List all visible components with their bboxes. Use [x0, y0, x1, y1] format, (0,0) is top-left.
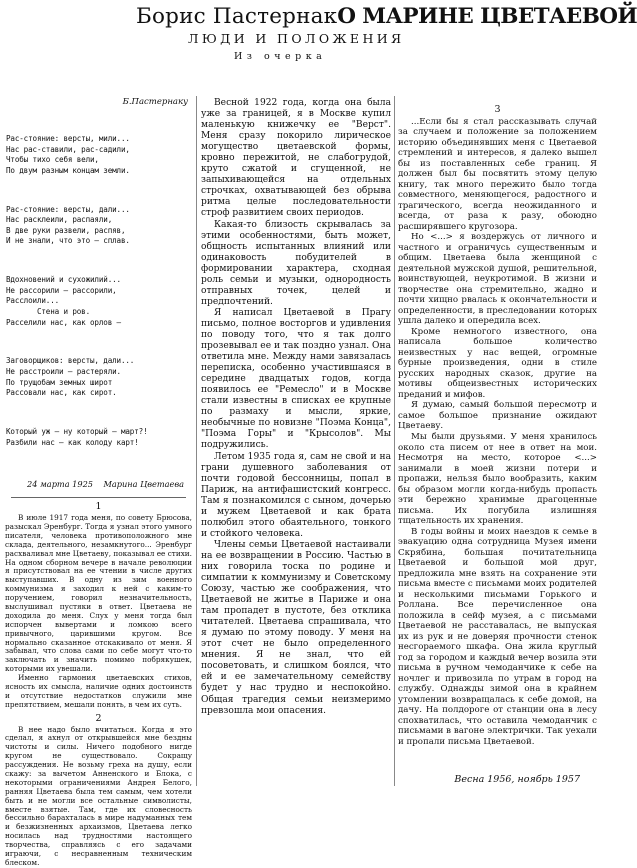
poem-footer	[27, 480, 184, 489]
poem-date: 24 марта 1925	[27, 479, 94, 490]
signoff-date: Весна 1956, ноябрь 1957	[454, 774, 580, 785]
column-rule	[394, 96, 395, 786]
article-title	[136, 4, 637, 30]
paragraph: Мы были друзьями. У меня хранилось около ста писем от нее в ответ на мои. Несмотря на место, которое <...> занимали в моей жизни потери и пропажи, нельзя было вообразить, каким бы образом могли когда-нибудь пропасть эти бережно хранимые драгоценные письма. Их погубила излишняя тщательность их хранения.	[398, 431, 597, 527]
paragraph: В годы войны и моих наездов к семье в эвакуацию одна сотрудница Музея имени Скрябина, большая почитательница Цветаевой и большой мой друг, предложила мне взять на сохранение эти письма вместе с письмами моих родителей и несколькими письмами Горького и Роллана. Все перечисленное она положила в сейф музея, а с письмами Цветаевой не расставалась, не выпуская их из рук и не доверяя прочности стенок несгораемого шкафа. Она жила круглый год за городом и каждый вечер возила эти письма в ручном чемоданчике к себе на ночлег и привозила по утрам в город на службу. Однажды зимой она в крайнем утомлении возвращалась к себе домой, на дачу. На полдороге от станции она в лесу спохватилась, что оставила чемоданчик с письмами в вагоне электрички. Так уехали и пропали письма Цветаевой.	[398, 526, 597, 747]
column-rule	[196, 96, 197, 786]
paragraph: Члены семьи Цветаевой настаивали на ее возвращении в Россию. Частью в них говорила тоска по родине и симпатии к коммунизму и Советскому Союзу, частью же соображения, что Цветаевой не житье в Париже и она там пропадет в пустоте, без отклика читателей. Цветаева спрашивала, что я думаю по этому поводу. У меня на этот счет не было определенного мнения. Я не знал, что ей посоветовать, и слишком боялся, что ей и ее замечательному семейству будет у нас трудно и неспокойно. Общая трагедия семьи неизмеримо превзошла мои опасения.	[201, 539, 391, 716]
poem-stanza: Рас-стояние: версты, дали... Нас расклеили, распаяли, В две руки развели, распяв, И не знали, что это — сплав.	[6, 204, 130, 246]
paragraph: Но <...> я воздержусь от личного и частного и ограничусь существенным и общим. Цветаева была женщиной с деятельной мужской душой, решительной, воинствующей, неукротимой. В жизни и творчестве она стремительно, жадно и почти хищно рвалась к окончательности и определенности, в преследовании которых ушла далеко и опередила всех.	[398, 232, 597, 327]
epigraph-dedication: Б.Пастернаку	[122, 97, 188, 107]
article-heading: О МАРИНЕ ЦВЕТАЕВОЙ	[337, 4, 637, 29]
excerpt-label: Из очерка	[234, 51, 327, 62]
paragraph: Весной 1922 года, когда она была уже за границей, я в Москве купил маленькую книжечку ее "Верст". Меня сразу покорило лирическое могущество цветаевской формы, кровно пережитой, не слабогрудой, круто сжатой и сгущенной, не запыхивающейся на отдельных строчках, охватывающей без обрыва ритма целые последовательности строф развитием своих периодов.	[201, 98, 391, 219]
paragraph: Кроме немногого известного, она написала большое количество неизвестных у нас вещей, огромные бурные произведения, одни в стиле русских народных сказок, другие на мотивы общеизвестных исторических преданий и мифов.	[398, 326, 597, 400]
poem-stanza: Вдохновений и сухожилий... Не рассорили — рассорили, Расслоили... Стена и ров. Расселили нас, как орлов —	[6, 275, 121, 327]
column-2	[201, 98, 391, 717]
paragraph: Какая-то близость скрывалась за этими особенностями, быть может, общность испытанных влияний или одинаковость побудителей в формировании характера, сходная роль семьи и музыки, однородность отправных точек, целей и предпочтений.	[201, 219, 391, 307]
paragraph: В нее надо было вчитаться. Когда я это сделал, я ахнул от открывшейся мне бездны чистоты и силы. Ничего подобного нигде кругом не существовало. Сокращу рассуждения. Не возьму греха на душу, если скажу: за вычетом Анненского и Блока, с некоторыми ограничениями Андрея Белого, ранняя Цветаева была тем самым, чем хотели быть и не могли все остальные символисты, вместе взятые. Там, где их словесность бессильно барахталась в мире надуманных тем и безжизненных архаизмов, Цветаева легко носилась над трудностями настоящего творчества, справляясь с его задачами играючи, с несравненным техническим блеском.	[5, 724, 192, 867]
poem-stanza: Который уж — ну который — март?! Разбили нас — как колоду карт!	[6, 426, 148, 447]
divider	[11, 497, 186, 498]
section-number: 3	[494, 104, 501, 115]
paragraph: В июле 1917 года меня, по совету Брюсова, разыскал Эренбург. Тогда я узнал этого умного писателя, человека противоположного мне склада, деятельного, незамкнутого... Эренбург расхваливал мне Цветаеву, показывал ее стихи. На одном сборном вечере в начале революции я присутствовал на ее чтении в числе других выступавших. В одну из зим военного коммунизма я заходил к ней с каким-то поручением, говорил незначительность, выслушивал пустяки в ответ. Цветаева не доходила до меня. Слух у меня тогда был испорчен вывертами и ломкою всего привычного, царившими кругом. Все нормально сказанное отскакивало от меня. Я забывал, что слова сами по себе могут что-то заключать и значить помимо побрякушек, которыми их увешали.	[5, 513, 192, 674]
column-3	[398, 105, 597, 747]
paragraph: Я написал Цветаевой в Прагу письмо, полное восторгов и удивления по поводу того, что я так долго прозевывал ее и так поздно узнал. Она ответила мне. Между нами завязалась переписка, особенно участившаяся в середине двадцатых годов, когда появилось ее "Ремесло" и в Москве стали известны в списках ее крупные по размаху и мысли, яркие, необычные по новизне "Поэма Конца", "Поэма Горы" и "Крысолов". Мы подружились.	[201, 307, 391, 451]
author-name: Борис Пастернак	[136, 4, 338, 29]
section-number: 2	[95, 712, 102, 724]
poem-signature: Марина Цветаева	[103, 479, 184, 490]
poem-stanza: Рас-стояние: версты, мили... Нас рас-ставили, рас-садили, Чтобы тихо себя вели, По двум разным концам земли.	[6, 134, 130, 175]
series-title: ЛЮДИ И ПОЛОЖЕНИЯ	[188, 31, 405, 46]
section-number: 1	[95, 501, 102, 513]
paragraph: Я думаю, самый большой пересмотр и самое большое признание ожидают Цветаеву.	[398, 400, 597, 432]
poem-stanza: Заговорщиков: версты, дали... Не расстроили — растеряли. По трущобам земных широт Рассовали нас, как сирот.	[6, 356, 135, 398]
column-1	[5, 98, 192, 868]
paragraph: Летом 1935 года я, сам не свой и на грани душевного заболевания от почти годовой бессонницы, попал в Париж, на антифашистский конгресс. Там я познакомился с сыном, дочерью и мужем Цветаевой и как брата полюбил этого обаятельного, тонкого и стойкого человека.	[201, 451, 391, 539]
paragraph: ...Если бы я стал рассказывать случай за случаем и положение за положением историю объединявших меня с Цветаевой стремлений и интересов, я далеко вышел бы из поставленных себе границ. Я должен был бы посвятить этому целую книгу, так много пережито было тогда совместного, меняющегося, радостного и трагического, всегда неожиданного и всегда, от раза к разу, обоюдно расширявшего кругозора.	[398, 116, 597, 232]
paragraph: Именно гармония цветаевских стихов, ясность их смысла, наличие одних достоинств и отсутствие недостатков служили мне препятствием, мешали понять, в чем их суть.	[5, 673, 192, 709]
epigraph-poem	[5, 113, 192, 476]
